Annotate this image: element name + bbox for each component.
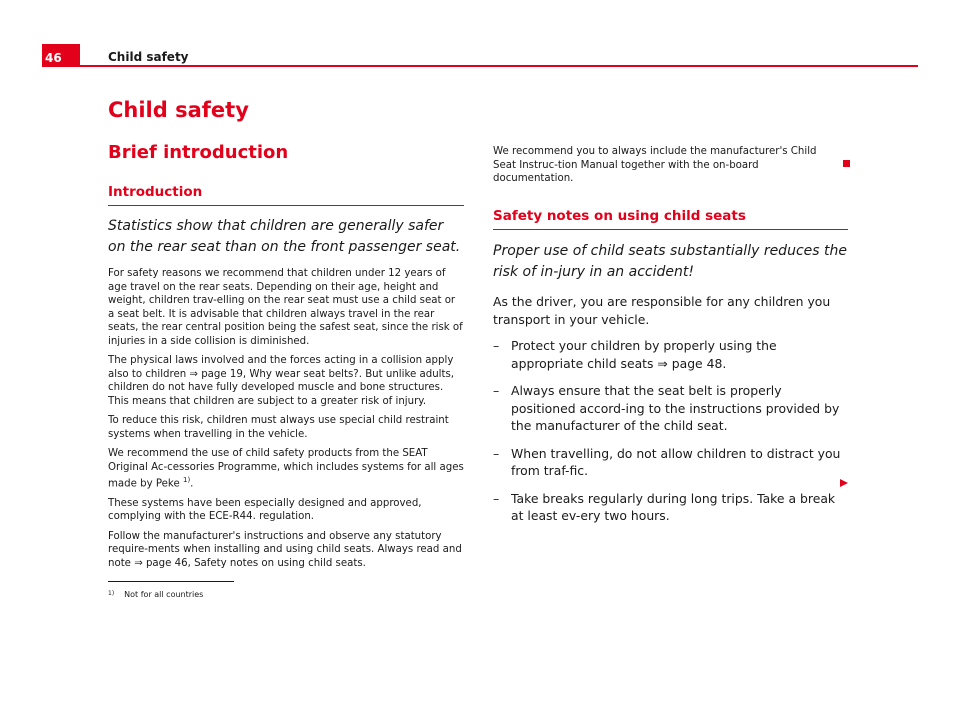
bullet-dash: – xyxy=(493,338,500,353)
bullet-dash: – xyxy=(493,490,500,506)
introduction-body xyxy=(108,267,464,570)
header-rule xyxy=(42,65,918,67)
bullet-dash: – xyxy=(493,383,500,398)
bullet-text: When travelling, do not allow children to distract you from traf-fic. xyxy=(511,445,841,478)
introduction-heading: Introduction xyxy=(108,184,203,200)
safety-notes-heading-rule xyxy=(493,229,848,230)
safety-bullet-list xyxy=(493,337,848,525)
paragraph-with-footnote xyxy=(108,447,464,491)
paragraph: Follow the manufacturer's instructions and observe any statutory require-ments when installing and using child seats. Always read and note ⇒ page 46, Safety notes on using child seats. xyxy=(108,530,462,569)
right-column xyxy=(493,145,848,186)
paragraph-text: We recommend the use of child safety products from the SEAT Original Ac-cessories Programme, which includes systems for all ages made by Peke xyxy=(108,448,464,490)
safety-notes-section xyxy=(493,208,848,525)
list-item xyxy=(493,445,848,480)
section-end-marker xyxy=(843,160,850,167)
paragraph-period: . xyxy=(190,478,194,490)
bullet-text: Take breaks regularly during long trips. Take a break at least ev-ery two hours. xyxy=(511,490,836,523)
introduction-lead: Statistics show that children are generally safer on the rear seat than on the front passenger seat. xyxy=(108,218,461,255)
safety-notes-lead: Proper use of child seats substantially reduces the risk of in-jury in an accident! xyxy=(493,243,847,280)
bullet-dash: – xyxy=(493,445,500,461)
paragraph: These systems have been especially designed and approved, complying with the ECE-R44. regulation. xyxy=(108,497,422,523)
driver-responsibility: As the driver, you are responsible for any children you transport in your vehicle. xyxy=(493,294,831,327)
footnote xyxy=(108,590,203,599)
list-item xyxy=(493,382,848,435)
manual-recommendation: We recommend you to always include the manufacturer's Child Seat Instruc-tion Manual together with the on-board documentation. xyxy=(493,146,817,184)
footnote-marker: 1) xyxy=(108,590,115,597)
list-item xyxy=(493,490,848,525)
bullet-text: Always ensure that the seat belt is properly positioned accord-ing to the instructions provided by the manufacturer of the child seat. xyxy=(511,383,840,433)
footnote-text: Not for all countries xyxy=(124,590,204,599)
list-item xyxy=(493,337,848,372)
safety-notes-heading: Safety notes on using child seats xyxy=(493,208,746,224)
footnote-rule xyxy=(108,581,234,582)
page-number: 46 xyxy=(42,44,80,66)
introduction-heading-rule xyxy=(108,205,464,206)
paragraph: The physical laws involved and the forces acting in a collision apply also to children ⇒ page 19, Why wear seat belts?. But unlike adults, children do not have fully developed muscle and bone structures. This means that children are subject to a greater risk of injury. xyxy=(108,355,455,407)
continue-arrow-icon xyxy=(840,479,848,487)
section-title: Brief introduction xyxy=(108,142,289,163)
chapter-title: Child safety xyxy=(108,98,249,122)
bullet-text: Protect your children by properly using the appropriate child seats ⇒ page 48. xyxy=(511,338,777,371)
paragraph: For safety reasons we recommend that children under 12 years of age travel on the rear seats. Depending on their age, height and weight, children trav-elling on the rear seat must use a child seat or a seat belt. It is advisable that children always travel in the rear seats, the rear central position being the safest seat, since the risk of injuries in a side collision is diminished. xyxy=(108,268,463,347)
paragraph: To reduce this risk, children must always use special child restraint systems when travelling in the vehicle. xyxy=(108,415,449,440)
footnote-reference[interactable]: 1) xyxy=(182,476,191,484)
left-column xyxy=(108,184,464,570)
running-header-title: Child safety xyxy=(108,50,189,64)
